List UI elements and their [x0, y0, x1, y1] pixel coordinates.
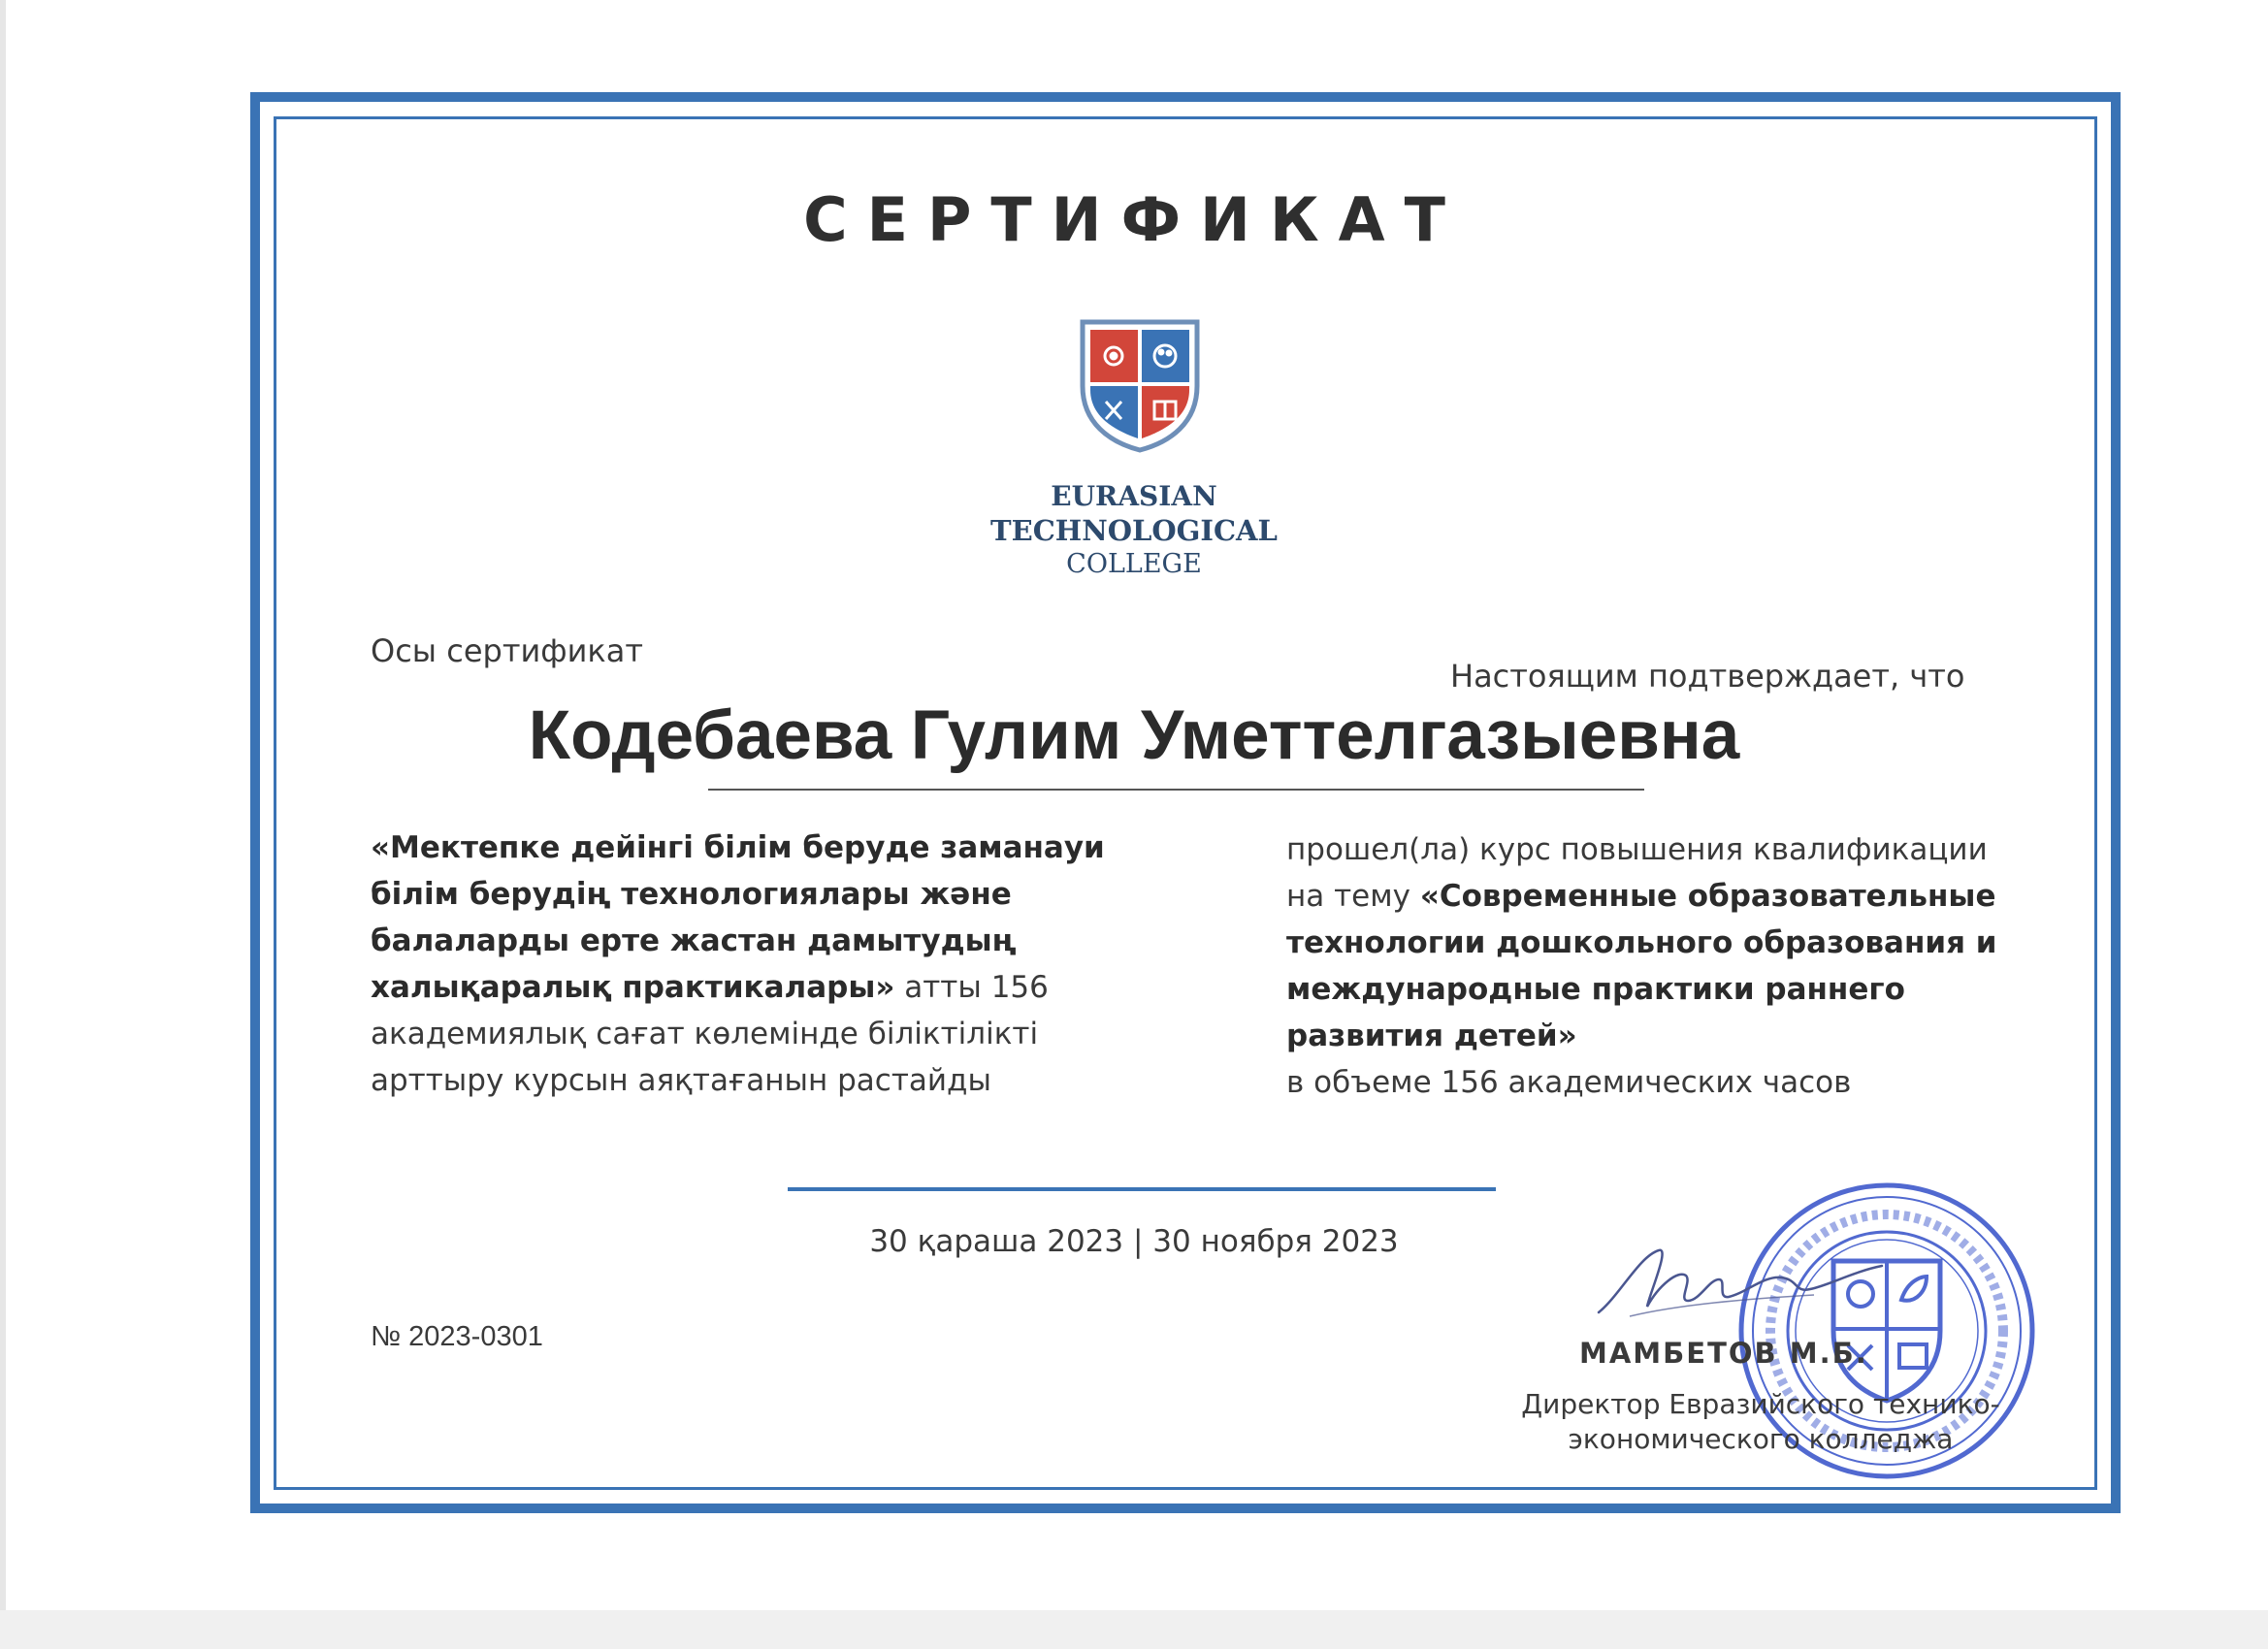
kz-course-paragraph — [371, 824, 1147, 1104]
recipient-name: Кодебаева Гулим Уметтелгазыевна — [528, 697, 1740, 774]
signer-position — [1387, 1387, 2134, 1457]
ru-course-hours: в объеме 156 академических часов — [1286, 1065, 1852, 1100]
college-name-line1: EURASIAN — [1051, 480, 1217, 512]
scan-margin — [0, 1610, 2268, 1649]
kz-intro-text: Осы сертификат — [371, 632, 643, 669]
kz-course-title: «Мектепке дейінгі білім беруде заманауи білім берудің технологиялары және балаларды ерте жастан дамытудың халықаралық практикалары» — [371, 830, 1105, 1005]
signature-image — [1591, 1237, 1892, 1324]
issue-date: 30 қараша 2023 | 30 ноября 2023 — [869, 1224, 1399, 1259]
ru-course-prefix: прошел(ла) курс повышения квалификации на тему — [1286, 832, 1988, 914]
certificate-title: СЕРТИФИКАТ — [803, 184, 1465, 255]
signer-position-line2: экономического колледжа — [1568, 1423, 1954, 1455]
ru-course-title: «Современные образовательные технологии дошкольного образования и международные практики раннего развития детей» — [1286, 879, 1997, 1053]
college-name-line3: COLLEGE — [1066, 549, 1202, 579]
college-name-line2: TECHNOLOGICAL — [990, 514, 1278, 547]
ru-intro-text: Настоящим подтверждает, что — [1450, 658, 1965, 695]
name-underline — [708, 789, 1644, 791]
signer-name: МАМБЕТОВ М.Б. — [1579, 1337, 1868, 1370]
date-divider — [788, 1187, 1496, 1191]
ru-course-paragraph — [1286, 826, 2024, 1106]
signer-position-line1: Директор Евразийского технико- — [1521, 1388, 2000, 1420]
college-shield-logo — [1077, 318, 1203, 454]
certificate-number: № 2023-0301 — [371, 1321, 543, 1352]
kz-course-details: атты 156 академиялық сағат көлемінде біліктілікті арттыру курсын аяқтағанын растайды — [371, 970, 1049, 1098]
